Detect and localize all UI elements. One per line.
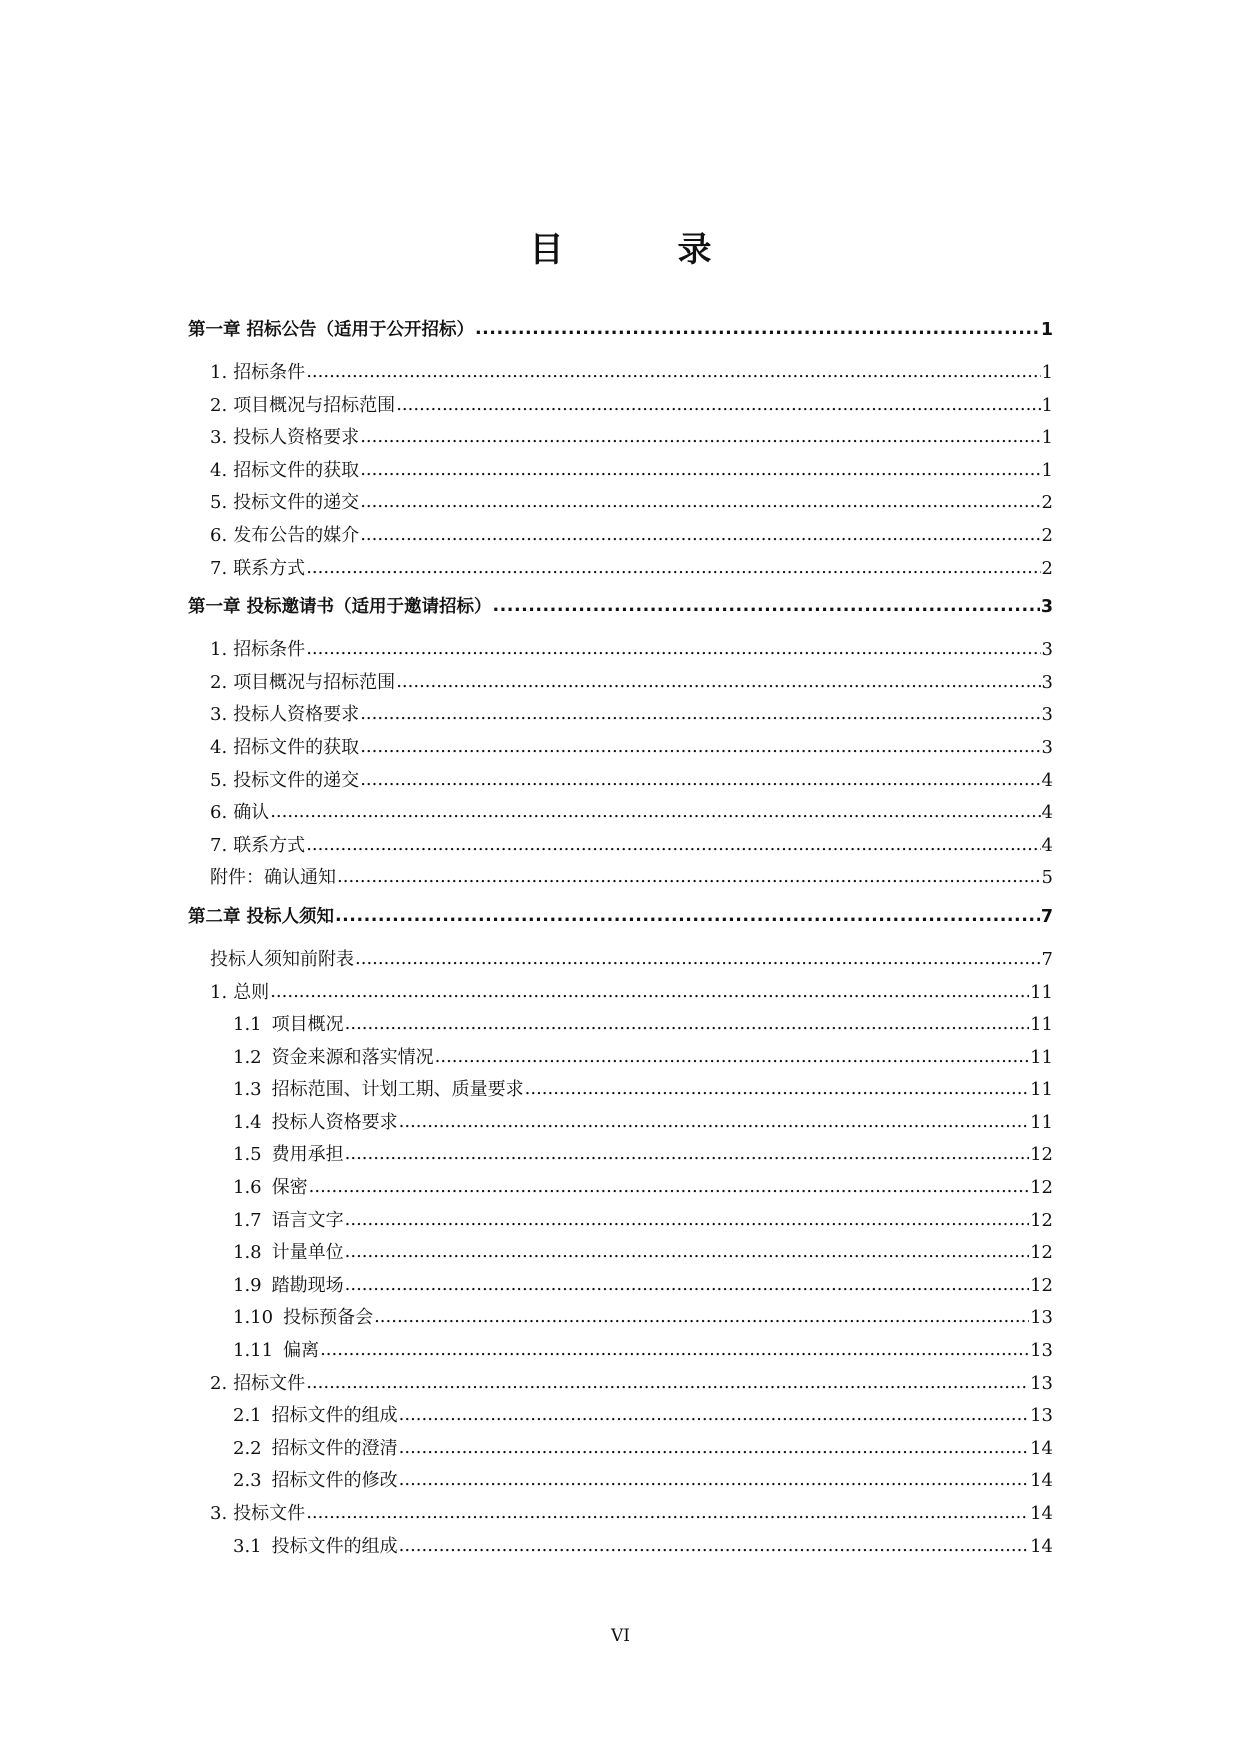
toc-entry-label bbox=[210, 1368, 305, 1401]
toc-entry-label bbox=[233, 1139, 344, 1172]
toc-entry-page: 3 bbox=[1040, 597, 1053, 618]
toc-entry-number: 5. bbox=[210, 492, 228, 514]
toc-dot-leader bbox=[360, 731, 1040, 764]
toc-entry-label bbox=[210, 357, 305, 390]
toc-entry-number: 3.1 bbox=[233, 1535, 262, 1557]
toc-entry-label bbox=[210, 553, 305, 586]
toc-dot-leader bbox=[399, 1464, 1029, 1497]
toc-entry-label bbox=[233, 1205, 344, 1238]
toc-entry-number: 1. bbox=[210, 981, 228, 1003]
toc-dot-leader bbox=[360, 454, 1040, 487]
toc-entry-page: 14 bbox=[1030, 1535, 1053, 1557]
toc-dot-leader bbox=[335, 898, 1040, 935]
toc-entry[interactable] bbox=[188, 634, 1053, 667]
toc-entry-text: 项目概况与招标范围 bbox=[233, 394, 396, 416]
toc-entry-page: 3 bbox=[1041, 736, 1053, 758]
toc-entry-page: 1 bbox=[1041, 459, 1053, 481]
toc-entry-page: 1 bbox=[1041, 362, 1053, 383]
toc-entry-text: 投标人须知 bbox=[246, 906, 334, 927]
toc-entry-number: 第一章 bbox=[188, 597, 241, 618]
toc-dot-leader bbox=[360, 764, 1040, 797]
toc-entry[interactable] bbox=[188, 357, 1053, 390]
toc-dot-leader bbox=[306, 552, 1040, 585]
toc-entry-number: 3. bbox=[210, 427, 228, 449]
toc-entry[interactable] bbox=[188, 487, 1053, 520]
toc-entry-number: 7. bbox=[210, 557, 228, 579]
toc-entry[interactable] bbox=[188, 1400, 1053, 1433]
toc-dot-leader bbox=[345, 1138, 1029, 1171]
toc-dot-leader bbox=[345, 1204, 1029, 1237]
toc-entry-number: 1.3 bbox=[233, 1079, 262, 1101]
toc-dot-leader bbox=[360, 421, 1040, 454]
toc-entry-page: 2 bbox=[1041, 557, 1053, 579]
toc-dot-leader bbox=[399, 1530, 1029, 1563]
toc-entry-number: 2.1 bbox=[233, 1405, 262, 1427]
toc-entry-label bbox=[233, 1531, 398, 1564]
toc-entry-page: 13 bbox=[1030, 1372, 1053, 1394]
toc-entry-number: 1.4 bbox=[233, 1111, 262, 1133]
toc-entry-text: 联系方式 bbox=[233, 834, 306, 856]
toc-entry[interactable] bbox=[188, 455, 1053, 488]
toc-entry-page: 7 bbox=[1040, 906, 1053, 927]
toc-dot-leader bbox=[525, 1073, 1029, 1106]
toc-entry-text: 投标人资格要求 bbox=[233, 427, 360, 449]
toc-entry-text: 招标条件 bbox=[233, 639, 306, 661]
toc-entry-label bbox=[233, 1302, 373, 1335]
toc-entry-number: 1.5 bbox=[233, 1144, 262, 1166]
toc-entry-label bbox=[210, 830, 305, 863]
toc-entry-text: 项目概况 bbox=[271, 1014, 344, 1036]
toc-entry-label bbox=[210, 1498, 305, 1531]
toc-dot-leader bbox=[270, 796, 1040, 829]
toc-entry-text: 资金来源和落实情况 bbox=[271, 1046, 434, 1068]
toc-entry-label bbox=[210, 944, 354, 977]
toc-entry-text: 踏勘现场 bbox=[271, 1274, 344, 1296]
toc-entry[interactable] bbox=[188, 553, 1053, 586]
page-number: VI bbox=[611, 1626, 630, 1646]
toc-dot-leader bbox=[360, 519, 1040, 552]
toc-entry-number: 1.9 bbox=[233, 1274, 262, 1296]
toc-entry-text: 投标文件 bbox=[233, 1503, 306, 1524]
toc-entry-page: 12 bbox=[1030, 1274, 1053, 1296]
toc-entry[interactable] bbox=[188, 520, 1053, 553]
toc-entry-page: 11 bbox=[1030, 981, 1053, 1003]
toc-dot-leader bbox=[396, 389, 1040, 422]
page-title: 目 录 bbox=[529, 230, 752, 270]
toc-entry-label bbox=[210, 699, 359, 732]
toc-entry-text: 招标文件的获取 bbox=[233, 736, 360, 758]
toc-entry-text: 保密 bbox=[271, 1177, 308, 1199]
toc-entry-label bbox=[188, 312, 474, 349]
toc-entry-number: 1.8 bbox=[233, 1242, 262, 1264]
toc-dot-leader bbox=[306, 356, 1040, 389]
toc-entry[interactable] bbox=[188, 797, 1053, 830]
toc-entry[interactable] bbox=[188, 1205, 1053, 1238]
toc-dot-leader bbox=[475, 311, 1040, 348]
toc-entry-page: 2 bbox=[1041, 524, 1053, 546]
toc-entry-page: 3 bbox=[1041, 704, 1053, 726]
toc-entry[interactable] bbox=[188, 862, 1053, 895]
toc-entry[interactable] bbox=[188, 977, 1053, 1010]
toc-entry[interactable] bbox=[188, 699, 1053, 732]
toc-entry-number: 2.3 bbox=[233, 1470, 262, 1492]
toc-entry-text: 总则 bbox=[233, 981, 270, 1003]
toc-entry[interactable] bbox=[188, 390, 1053, 423]
toc-entry[interactable] bbox=[188, 1107, 1053, 1140]
toc-entry-label bbox=[210, 520, 359, 553]
toc-entry[interactable] bbox=[188, 1139, 1053, 1172]
toc-entry-number: 1.10 bbox=[233, 1307, 274, 1329]
toc-entry-page: 4 bbox=[1041, 834, 1053, 856]
toc-entry-page: 3 bbox=[1041, 639, 1053, 661]
toc-entry[interactable] bbox=[188, 1531, 1053, 1564]
toc-entry-text: 发布公告的媒介 bbox=[233, 524, 360, 546]
toc-entry-page: 1 bbox=[1040, 320, 1053, 340]
toc-entry-label bbox=[210, 732, 359, 765]
toc-entry-label bbox=[233, 1009, 344, 1042]
toc-entry-text: 偏离 bbox=[283, 1340, 320, 1362]
toc-entry-page: 11 bbox=[1030, 1046, 1053, 1068]
toc-entry-label bbox=[233, 1335, 319, 1368]
toc-entry-number: 3. bbox=[210, 704, 228, 726]
toc-entry-number: 6. bbox=[210, 524, 228, 546]
toc-entry-number: 6. bbox=[210, 802, 228, 824]
toc-chapter-entry[interactable] bbox=[188, 589, 1053, 626]
toc-entry[interactable] bbox=[188, 1172, 1053, 1205]
toc-dot-leader bbox=[270, 976, 1029, 1009]
toc-entry-page: 4 bbox=[1041, 769, 1053, 791]
toc-entry[interactable] bbox=[188, 1074, 1053, 1107]
toc-dot-leader bbox=[306, 1497, 1029, 1530]
toc-entry-number: 4. bbox=[210, 459, 228, 481]
toc-entry-label bbox=[188, 589, 492, 626]
toc-entry-text: 项目概况与招标范围 bbox=[233, 671, 396, 693]
toc-dot-leader bbox=[306, 633, 1040, 666]
toc-entry-label bbox=[233, 1433, 398, 1466]
toc-entry-page: 2 bbox=[1041, 492, 1053, 514]
toc-entry-label bbox=[233, 1237, 344, 1270]
toc-entry-page: 11 bbox=[1030, 1079, 1053, 1101]
toc-dot-leader bbox=[399, 1399, 1029, 1432]
toc-dot-leader bbox=[337, 861, 1041, 894]
toc-dot-leader bbox=[360, 698, 1040, 731]
toc-entry[interactable] bbox=[188, 1270, 1053, 1303]
toc-entry-text: 投标人资格要求 bbox=[271, 1111, 398, 1133]
toc-dot-leader bbox=[493, 588, 1040, 625]
toc-entry-page: 12 bbox=[1030, 1209, 1053, 1231]
toc-entry-label bbox=[233, 1400, 398, 1433]
toc-entry-number: 1. bbox=[210, 639, 228, 661]
toc-entry-page: 13 bbox=[1030, 1340, 1053, 1362]
toc-entry-page: 12 bbox=[1030, 1177, 1053, 1199]
toc-entry-text: 招标文件的获取 bbox=[233, 459, 360, 481]
toc-entry[interactable] bbox=[188, 1009, 1053, 1042]
toc-entry[interactable] bbox=[188, 1368, 1053, 1401]
toc-entry[interactable] bbox=[188, 1433, 1053, 1466]
toc-entry-text: 招标文件的修改 bbox=[271, 1470, 398, 1492]
toc-entry-page: 14 bbox=[1030, 1470, 1053, 1492]
toc-dot-leader bbox=[345, 1008, 1029, 1041]
toc-entry[interactable] bbox=[188, 422, 1053, 455]
toc-entry-label bbox=[210, 634, 305, 667]
toc-entry-label bbox=[233, 1270, 344, 1303]
toc-entry-text: 投标文件的组成 bbox=[271, 1535, 398, 1557]
toc-entry[interactable] bbox=[188, 1237, 1053, 1270]
toc-entry-text: 招标范围、计划工期、质量要求 bbox=[271, 1079, 524, 1101]
toc-entry-text: 计量单位 bbox=[271, 1242, 344, 1264]
toc-entry-label bbox=[233, 1042, 434, 1075]
toc-entry[interactable] bbox=[188, 765, 1053, 798]
toc-entry-label bbox=[210, 765, 359, 798]
toc-entry-number: 第二章 bbox=[188, 906, 241, 927]
toc-entry[interactable] bbox=[188, 1302, 1053, 1335]
toc-entry-number: 2. bbox=[210, 394, 228, 416]
toc-dot-leader bbox=[399, 1432, 1029, 1465]
toc-dot-leader bbox=[345, 1269, 1029, 1302]
toc-entry-text: 投标文件的递交 bbox=[233, 492, 360, 514]
toc-entry-number: 2.2 bbox=[233, 1437, 262, 1459]
toc-dot-leader bbox=[320, 1334, 1029, 1367]
toc-entry-text: 招标文件的澄清 bbox=[271, 1437, 398, 1459]
toc-chapter-entry[interactable] bbox=[188, 312, 1053, 349]
toc-entry-text: 确认 bbox=[233, 802, 270, 824]
toc-entry[interactable] bbox=[188, 1335, 1053, 1368]
toc-entry-number: 1.7 bbox=[233, 1209, 262, 1231]
toc-entry[interactable] bbox=[188, 944, 1053, 977]
toc-dot-leader bbox=[360, 486, 1040, 519]
toc-entry-text: 投标人资格要求 bbox=[233, 704, 360, 726]
toc-entry-number: 5. bbox=[210, 769, 228, 791]
toc-entry-page: 11 bbox=[1030, 1111, 1053, 1133]
toc-entry-page: 12 bbox=[1030, 1144, 1053, 1166]
toc-entry-text: 招标文件的组成 bbox=[271, 1405, 398, 1427]
toc-entry-page: 1 bbox=[1041, 394, 1053, 416]
table-of-contents bbox=[188, 312, 1053, 1563]
toc-entry-page: 14 bbox=[1030, 1437, 1053, 1459]
toc-entry-page: 1 bbox=[1041, 427, 1053, 449]
toc-dot-leader bbox=[399, 1106, 1029, 1139]
toc-entry-label bbox=[233, 1465, 398, 1498]
toc-dot-leader bbox=[396, 666, 1040, 699]
toc-dot-leader bbox=[306, 1367, 1029, 1400]
toc-entry-label bbox=[210, 667, 395, 700]
toc-entry-label bbox=[210, 390, 395, 423]
toc-entry-number: 1.6 bbox=[233, 1177, 262, 1199]
toc-entry-label bbox=[233, 1107, 398, 1140]
toc-entry-label bbox=[233, 1074, 524, 1107]
toc-entry-text: 联系方式 bbox=[233, 557, 306, 579]
toc-entry-number: 1. bbox=[210, 362, 228, 383]
toc-entry-label bbox=[210, 487, 359, 520]
toc-dot-leader bbox=[345, 1236, 1029, 1269]
toc-entry-number: 3. bbox=[210, 1503, 228, 1524]
toc-dot-leader bbox=[306, 829, 1040, 862]
toc-entry-page: 7 bbox=[1041, 948, 1053, 970]
toc-entry[interactable] bbox=[188, 667, 1053, 700]
toc-entry-label bbox=[188, 899, 334, 936]
toc-entry-label bbox=[210, 862, 336, 895]
toc-chapter-entry[interactable] bbox=[188, 899, 1053, 936]
toc-dot-leader bbox=[374, 1301, 1029, 1334]
toc-entry-page: 12 bbox=[1030, 1242, 1053, 1264]
toc-entry[interactable] bbox=[188, 1042, 1053, 1075]
toc-entry-text: 招标公告（适用于公开招标） bbox=[246, 320, 474, 340]
toc-dot-leader bbox=[355, 943, 1041, 976]
toc-entry-page: 11 bbox=[1030, 1014, 1053, 1036]
toc-entry-number: 2. bbox=[210, 1372, 228, 1394]
toc-entry-text: 费用承担 bbox=[271, 1144, 344, 1166]
toc-entry-number: 第一章 bbox=[188, 320, 241, 340]
toc-entry[interactable] bbox=[188, 732, 1053, 765]
toc-entry-text: 投标预备会 bbox=[283, 1307, 374, 1329]
toc-entry-text: 招标条件 bbox=[233, 362, 306, 383]
toc-entry-text: 附件：确认通知 bbox=[210, 867, 336, 889]
toc-entry-label bbox=[210, 797, 269, 830]
toc-entry-label bbox=[210, 455, 359, 488]
toc-entry-page: 14 bbox=[1030, 1503, 1053, 1524]
toc-dot-leader bbox=[309, 1171, 1029, 1204]
toc-entry-number: 1.11 bbox=[233, 1340, 274, 1362]
toc-dot-leader bbox=[435, 1041, 1029, 1074]
toc-entry-page: 3 bbox=[1041, 671, 1053, 693]
toc-entry-text: 投标文件的递交 bbox=[233, 769, 360, 791]
toc-entry[interactable] bbox=[188, 1498, 1053, 1531]
toc-entry-label bbox=[210, 422, 359, 455]
toc-entry-number: 1.2 bbox=[233, 1046, 262, 1068]
toc-entry-number: 2. bbox=[210, 671, 228, 693]
toc-entry-label bbox=[210, 977, 269, 1010]
toc-entry-text: 招标文件 bbox=[233, 1372, 306, 1394]
toc-entry-page: 13 bbox=[1030, 1405, 1053, 1427]
toc-entry-number: 4. bbox=[210, 736, 228, 758]
toc-entry-label bbox=[233, 1172, 308, 1205]
toc-entry-text: 投标人须知前附表 bbox=[210, 948, 354, 970]
toc-entry[interactable] bbox=[188, 1465, 1053, 1498]
toc-entry-page: 13 bbox=[1030, 1307, 1053, 1329]
toc-entry[interactable] bbox=[188, 830, 1053, 863]
toc-entry-number: 7. bbox=[210, 834, 228, 856]
toc-entry-text: 投标邀请书（适用于邀请招标） bbox=[246, 597, 492, 618]
toc-entry-text: 语言文字 bbox=[271, 1209, 344, 1231]
toc-entry-page: 5 bbox=[1041, 867, 1053, 889]
toc-entry-number: 1.1 bbox=[233, 1014, 262, 1036]
toc-entry-page: 4 bbox=[1041, 802, 1053, 824]
